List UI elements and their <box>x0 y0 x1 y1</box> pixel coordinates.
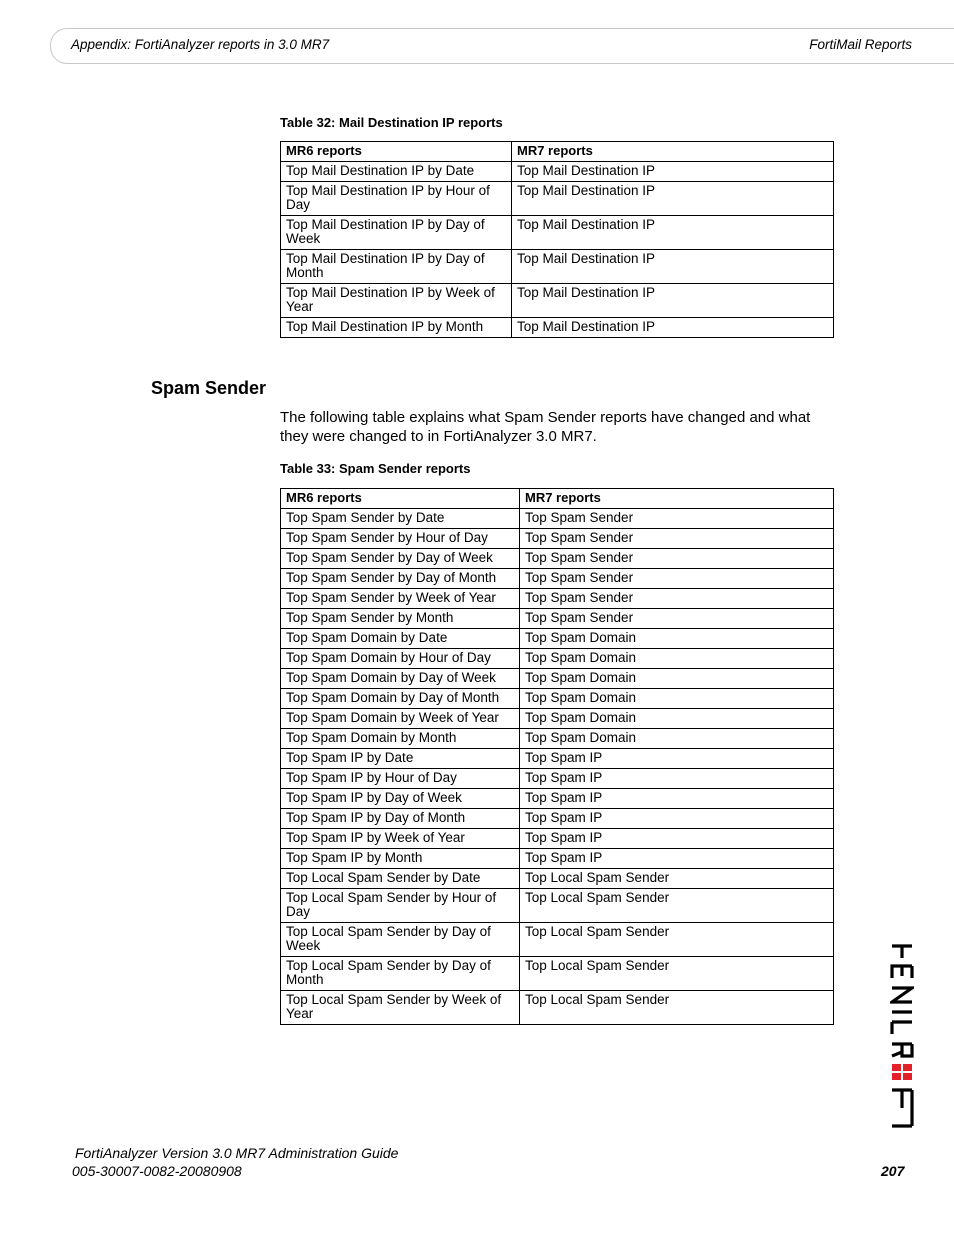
table-row <box>281 629 834 649</box>
fortinet-logo-icon <box>890 940 914 1130</box>
mr7-report-cell: Top Spam Domain <box>520 669 834 689</box>
mr7-report-cell: Top Spam Domain <box>520 709 834 729</box>
mr7-report-cell: Top Spam Sender <box>520 589 834 609</box>
mr7-report-cell: Top Spam IP <box>520 809 834 829</box>
table33-header-mr6: MR6 reports <box>281 489 520 509</box>
mr6-report-cell: Top Spam IP by Hour of Day <box>281 769 520 789</box>
table32 <box>280 141 834 338</box>
table-row <box>281 789 834 809</box>
section-heading-spam-sender: Spam Sender <box>151 378 267 398</box>
table-row <box>281 649 834 669</box>
mr7-report-cell: Top Spam Domain <box>520 629 834 649</box>
mr7-report-cell: Top Spam IP <box>520 789 834 809</box>
mr6-report-cell: Top Mail Destination IP by Date <box>281 162 512 182</box>
mr6-report-cell: Top Spam Sender by Date <box>281 509 520 529</box>
mr7-report-cell: Top Local Spam Sender <box>520 957 834 991</box>
table-row <box>281 809 834 829</box>
mr7-report-cell: Top Spam Domain <box>520 649 834 669</box>
mr7-report-cell: Top Mail Destination IP <box>512 284 834 318</box>
mr6-report-cell: Top Mail Destination IP by Day of Month <box>281 250 512 284</box>
mr7-report-cell: Top Local Spam Sender <box>520 923 834 957</box>
mr7-report-cell: Top Mail Destination IP <box>512 162 834 182</box>
table-row <box>281 589 834 609</box>
table32-header-mr7: MR7 reports <box>512 142 834 162</box>
mr7-report-cell: Top Local Spam Sender <box>520 991 834 1025</box>
table-row <box>281 849 834 869</box>
table-row <box>281 569 834 589</box>
footer-document-number: 005-30007-0082-20080908 <box>72 1163 242 1179</box>
mr7-report-cell: Top Spam Sender <box>520 609 834 629</box>
mr7-report-cell: Top Spam Sender <box>520 569 834 589</box>
table-row <box>281 991 834 1025</box>
header-section-title: FortiMail Reports <box>809 37 912 52</box>
section-body-text: The following table explains what Spam Sender reports have changed and what they were changed to in FortiAnalyzer 3.0 MR7. <box>280 409 811 445</box>
mr7-report-cell: Top Spam Domain <box>520 729 834 749</box>
footer-guide-title: FortiAnalyzer Version 3.0 MR7 Administration Guide <box>75 1145 399 1161</box>
table-row <box>281 509 834 529</box>
table-row <box>281 529 834 549</box>
mr7-report-cell: Top Spam Sender <box>520 509 834 529</box>
mr6-report-cell: Top Spam IP by Day of Week <box>281 789 520 809</box>
table-row <box>281 318 834 338</box>
mr6-report-cell: Top Spam Domain by Week of Year <box>281 709 520 729</box>
table-row <box>281 769 834 789</box>
table33-header-row <box>281 489 834 509</box>
table-row <box>281 182 834 216</box>
mr6-report-cell: Top Spam IP by Day of Month <box>281 809 520 829</box>
mr6-report-cell: Top Local Spam Sender by Week of Year <box>281 991 520 1025</box>
mr6-report-cell: Top Spam Domain by Hour of Day <box>281 649 520 669</box>
table-row <box>281 729 834 749</box>
mr6-report-cell: Top Local Spam Sender by Day of Week <box>281 923 520 957</box>
mr7-report-cell: Top Spam IP <box>520 829 834 849</box>
table-row <box>281 923 834 957</box>
mr6-report-cell: Top Local Spam Sender by Day of Month <box>281 957 520 991</box>
table-row <box>281 216 834 250</box>
table-row <box>281 609 834 629</box>
table-row <box>281 889 834 923</box>
table-row <box>281 689 834 709</box>
mr7-report-cell: Top Spam IP <box>520 749 834 769</box>
mr6-report-cell: Top Mail Destination IP by Week of Year <box>281 284 512 318</box>
mr7-report-cell: Top Local Spam Sender <box>520 869 834 889</box>
mr7-report-cell: Top Spam Sender <box>520 529 834 549</box>
mr7-report-cell: Top Spam Domain <box>520 689 834 709</box>
table33 <box>280 488 834 1025</box>
table-row <box>281 549 834 569</box>
mr6-report-cell: Top Local Spam Sender by Hour of Day <box>281 889 520 923</box>
mr6-report-cell: Top Mail Destination IP by Month <box>281 318 512 338</box>
mr6-report-cell: Top Spam IP by Date <box>281 749 520 769</box>
table-row <box>281 709 834 729</box>
mr6-report-cell: Top Spam IP by Week of Year <box>281 829 520 849</box>
table-row <box>281 669 834 689</box>
table-row <box>281 869 834 889</box>
mr7-report-cell: Top Spam IP <box>520 849 834 869</box>
mr6-report-cell: Top Spam Sender by Day of Week <box>281 549 520 569</box>
mr6-report-cell: Top Spam Sender by Hour of Day <box>281 529 520 549</box>
table32-caption: Table 32: Mail Destination IP reports <box>280 115 503 130</box>
table32-header-mr6: MR6 reports <box>281 142 512 162</box>
header-chapter-title: Appendix: FortiAnalyzer reports in 3.0 MR7 <box>71 37 330 52</box>
mr7-report-cell: Top Mail Destination IP <box>512 318 834 338</box>
table-row <box>281 957 834 991</box>
mr6-report-cell: Top Spam Sender by Day of Month <box>281 569 520 589</box>
mr7-report-cell: Top Local Spam Sender <box>520 889 834 923</box>
mr6-report-cell: Top Spam Domain by Month <box>281 729 520 749</box>
table32-header-row <box>281 142 834 162</box>
table33-caption: Table 33: Spam Sender reports <box>280 461 471 476</box>
mr7-report-cell: Top Mail Destination IP <box>512 182 834 216</box>
mr6-report-cell: Top Mail Destination IP by Hour of Day <box>281 182 512 216</box>
table-row <box>281 250 834 284</box>
mr6-report-cell: Top Spam Domain by Date <box>281 629 520 649</box>
mr6-report-cell: Top Spam Sender by Month <box>281 609 520 629</box>
mr6-report-cell: Top Spam IP by Month <box>281 849 520 869</box>
mr7-report-cell: Top Spam Sender <box>520 549 834 569</box>
mr6-report-cell: Top Spam Domain by Day of Month <box>281 689 520 709</box>
footer-page-number: 207 <box>881 1163 905 1179</box>
table-row <box>281 829 834 849</box>
mr6-report-cell: Top Mail Destination IP by Day of Week <box>281 216 512 250</box>
table-row <box>281 284 834 318</box>
mr7-report-cell: Top Spam IP <box>520 769 834 789</box>
mr7-report-cell: Top Mail Destination IP <box>512 250 834 284</box>
mr6-report-cell: Top Spam Domain by Day of Week <box>281 669 520 689</box>
table-row <box>281 162 834 182</box>
mr6-report-cell: Top Local Spam Sender by Date <box>281 869 520 889</box>
mr7-report-cell: Top Mail Destination IP <box>512 216 834 250</box>
table33-header-mr7: MR7 reports <box>520 489 834 509</box>
mr6-report-cell: Top Spam Sender by Week of Year <box>281 589 520 609</box>
table-row <box>281 749 834 769</box>
